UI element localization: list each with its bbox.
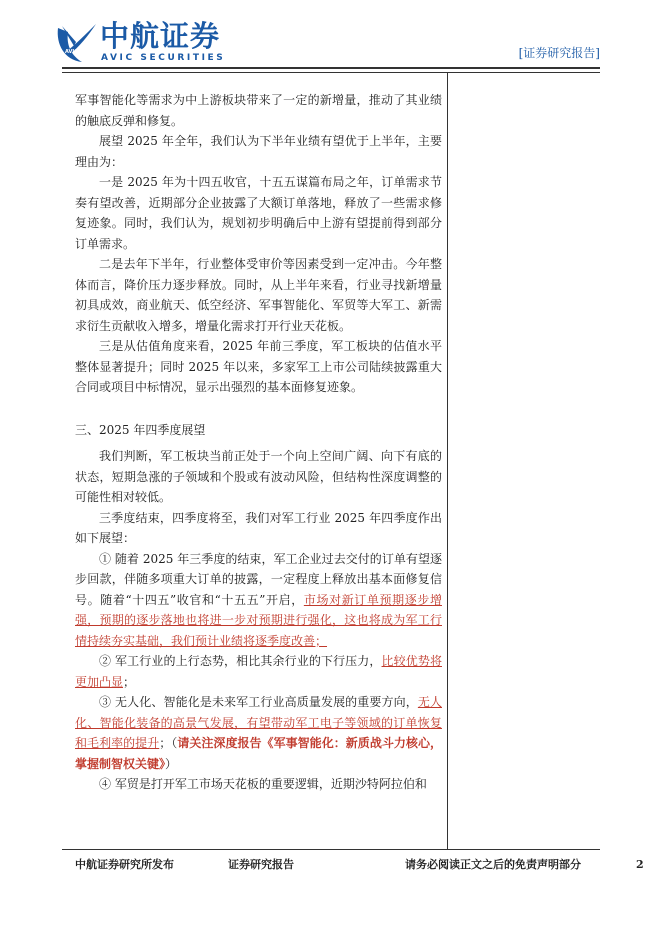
paragraph: 二是去年下半年，行业整体受审价等因素受到一定冲击。今年整体而言，降价压力逐步释放。同时，从上半年来看，行业寻找新增量初具成效，商业航天、低空经济、军事智能化、军贸等大军工、新需求衍生贡献收入增多，增量化需求打开行业天花板。	[75, 257, 442, 333]
report-reference-link[interactable]: 请关注深度报告《军事智能化：新质战斗力核心，掌握制智权关键》	[75, 736, 442, 771]
sidebar-divider	[447, 73, 448, 849]
logo-chinese: 中航证券	[100, 19, 221, 53]
highlighted-text: 无人化、智能化装备的高景气发展，有望带动军工电子等领域的订单恢复和毛利率的提升	[75, 695, 442, 750]
footer-publisher: 中航证券研究所发布	[75, 858, 174, 871]
main-text	[75, 90, 442, 795]
highlighted-text: 比较优势将更加凸显	[75, 654, 442, 689]
header-rule-thin	[62, 72, 600, 73]
paragraph: 一是 2025 年为十四五收官，十五五谋篇布局之年，订单需求节奏有望改善，近期部分企业披露了大额订单落地，释放了一些需求修复迹象。同时，我们认为，规划初步明确后中上游有望提前得到部分订单需求。	[75, 175, 442, 251]
logo-english: AVIC SECURITIES	[101, 53, 226, 63]
page-number: 2	[636, 858, 644, 871]
text-span: ② 军工行业的上行态势，相比其余行业的下行压力，	[99, 654, 382, 668]
paragraph	[75, 692, 442, 774]
text-span: ① 随着 2025 年三季度的结束，军工企业过去交付的订单有望逐步回款，伴随多项重大订单的披露，一定程度上释放出基本面修复信号。随着“十四五”收官和“十五五”开启，	[75, 551, 442, 607]
paragraph: 三是从估值角度来看，2025 年前三季度，军工板块的估值水平整体显著提升；同时 2025 年以来，多家军工上市公司陆续披露重大合同或项目中标情况，显示出强烈的基本面修复迹象。	[75, 339, 442, 394]
section-title: 三、2025 年四季度展望	[75, 422, 206, 437]
paragraph: 三季度结束，四季度将至，我们对军工行业 2025 年四季度作出如下展望：	[75, 510, 442, 545]
report-tag: [证券研究报告]	[518, 46, 600, 60]
paragraph	[75, 549, 442, 652]
text-span: ）	[165, 756, 178, 771]
footer-disclaimer: 请务必阅读正文之后的免责声明部分	[405, 858, 581, 871]
paragraph: 展望 2025 年全年，我们认为下半年业绩有望优于上半年，主要理由为：	[75, 134, 442, 169]
avic-logo-icon	[54, 22, 98, 64]
footer-doc-type: 证券研究报告	[228, 858, 294, 871]
logo-badge: AVIC	[65, 49, 78, 55]
paragraph: 军事智能化等需求为中上游板块带来了一定的新增量，推动了其业绩的触底反弹和修复。	[75, 93, 442, 128]
highlighted-text: 市场对新订单预期逐步增强，预期的逐步落地也将进一步对预期进行强化，这也将成为军工行情持续夯实基础，我们预计业绩将逐季度改善；	[75, 592, 442, 648]
header-rule-thick	[62, 67, 600, 69]
paragraph: 我们判断，军工板块当前正处于一个向上空间广阔、向下有底的状态，短期急涨的子领域和个股或有波动风险，但结构性深度调整的可能性相对较低。	[75, 449, 442, 504]
paragraph: ④ 军贸是打开军工市场天花板的重要逻辑，近期沙特阿拉伯和	[99, 777, 427, 791]
paragraph	[75, 651, 442, 692]
text-span: ；（	[159, 736, 178, 750]
text-span: ；	[123, 674, 136, 689]
footer-rule	[62, 849, 600, 850]
text-span: ③ 无人化、智能化是未来军工行业高质量发展的重要方向，	[99, 695, 418, 709]
